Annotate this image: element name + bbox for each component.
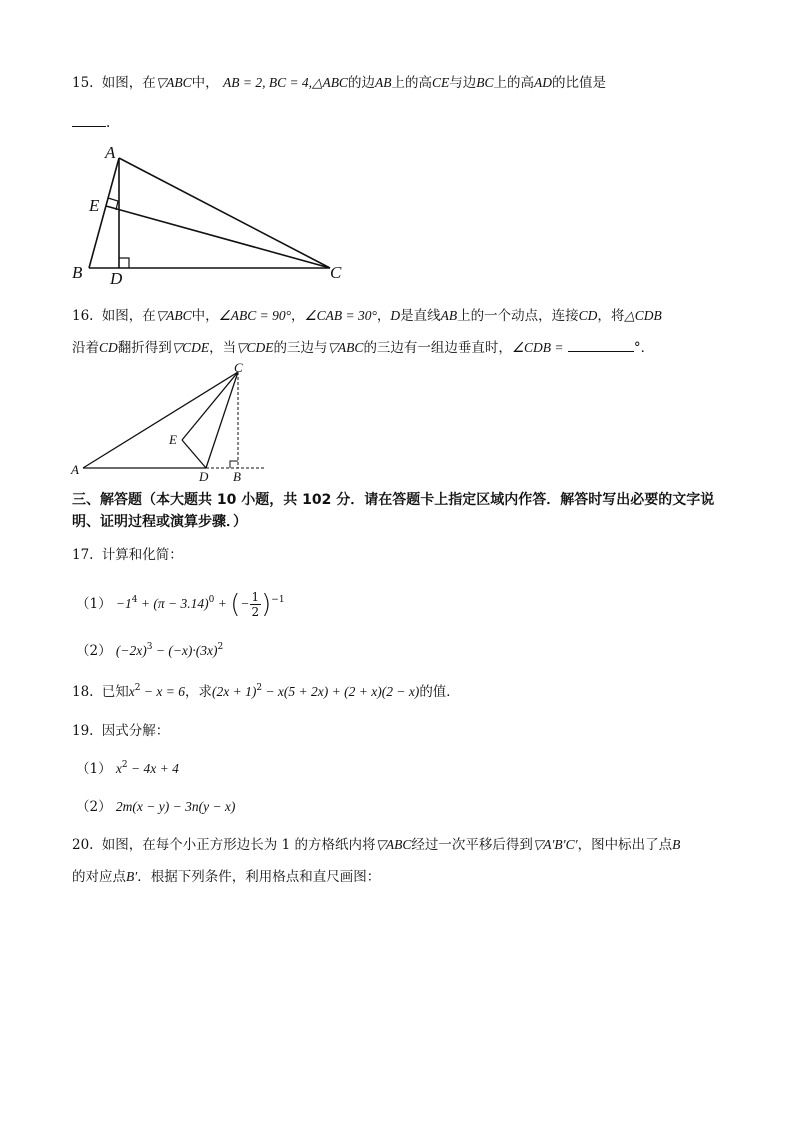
q15-label-e: E: [89, 196, 100, 215]
q15-line1: 15. 如图，在▽ABC中， AB = 2, BC = 4,△ABC的边AB上的高CE与边BC上的高AD的比值是: [72, 75, 606, 91]
q16-right-angle-b: [230, 461, 238, 468]
q16-answer-blank: [568, 339, 634, 352]
q16-number: 16.: [72, 308, 94, 324]
q15-altitude-ce: [106, 206, 330, 268]
q15-right-angle-d: [119, 258, 129, 268]
q16-label-e: E: [169, 432, 177, 447]
q17-number: 17.: [72, 547, 94, 563]
q16-segment-cd: [206, 372, 238, 468]
q15-line2: .: [72, 114, 110, 132]
q16-line2: 沿着CD翻折得到▽CDE，当▽CDE的三边与▽ABC的三边有一组边垂直时，∠CDB = °．: [72, 340, 655, 356]
q16-line1: 16. 如图，在▽ABC中，∠ABC = 90°，∠CAB = 30°，D是直线AB上的一个动点，连接CD，将△CDB: [72, 308, 662, 324]
q17-fraction: $\frac{1}{2}$: [251, 590, 260, 619]
q15-answer-blank: [72, 114, 106, 127]
q16-label-b: B: [233, 469, 241, 484]
q20-number: 20.: [72, 837, 94, 853]
q16-label-a: A: [71, 462, 79, 477]
q18-line: 18. 已知$x^2 - x = 6$，求$(2x + 1)^2 - x(5 + 2x) + (2 + x)(2 - x)$的值．: [72, 683, 460, 700]
q16-label-c: C: [234, 362, 243, 375]
q20-line2: 的对应点B′．根据下列条件，利用格点和直尺画图：: [72, 869, 381, 885]
q15-label-a: A: [105, 143, 116, 162]
q15-figure: [64, 138, 364, 288]
q15-label-c: C: [330, 263, 342, 282]
q15-condition: AB = 2, BC = 4,: [222, 75, 313, 90]
q17-line: 17. 计算和化简：: [72, 547, 183, 563]
section3-heading: 三、解答题（本大题共 10 小题，共 102 分．请在答题卡上指定区域内作答．解答时写出必要的文字说明、证明过程或演算步骤．）: [72, 492, 715, 530]
q20-line1: 20. 如图，在每个小正方形边长为 1 的方格纸内将▽ABC经过一次平移后得到▽A′B′C′，图中标出了点B: [72, 837, 681, 853]
q15-side-ac: [119, 158, 330, 268]
q19-part2: （2） 2m(x − y) − 3n(y − x): [76, 799, 236, 815]
q16-figure: [68, 362, 278, 487]
q16-segment-ce: [182, 372, 238, 440]
q17-part2: （2） $(-2x)^3 - (-x)\cdot(3x)^2$: [76, 642, 224, 659]
q16-side-ac: [83, 372, 238, 468]
q15-label-b: B: [72, 263, 83, 282]
q15-number: 15.: [72, 75, 94, 91]
q16-segment-ed: [182, 440, 206, 468]
q18-number: 18.: [72, 684, 94, 700]
q17-part1: $(1) -1^4 + (\pi - 3.14)^0$ + (− $\frac{1}{2}$ )$^{-1}$: [76, 589, 285, 620]
q19-part1: （1） $x^2 - 4x + 4$: [76, 760, 179, 777]
q19-number: 19.: [72, 723, 94, 739]
q19-line: 19. 因式分解：: [72, 723, 170, 739]
q16-label-d: D: [199, 469, 209, 484]
q15-label-d: D: [110, 269, 123, 288]
